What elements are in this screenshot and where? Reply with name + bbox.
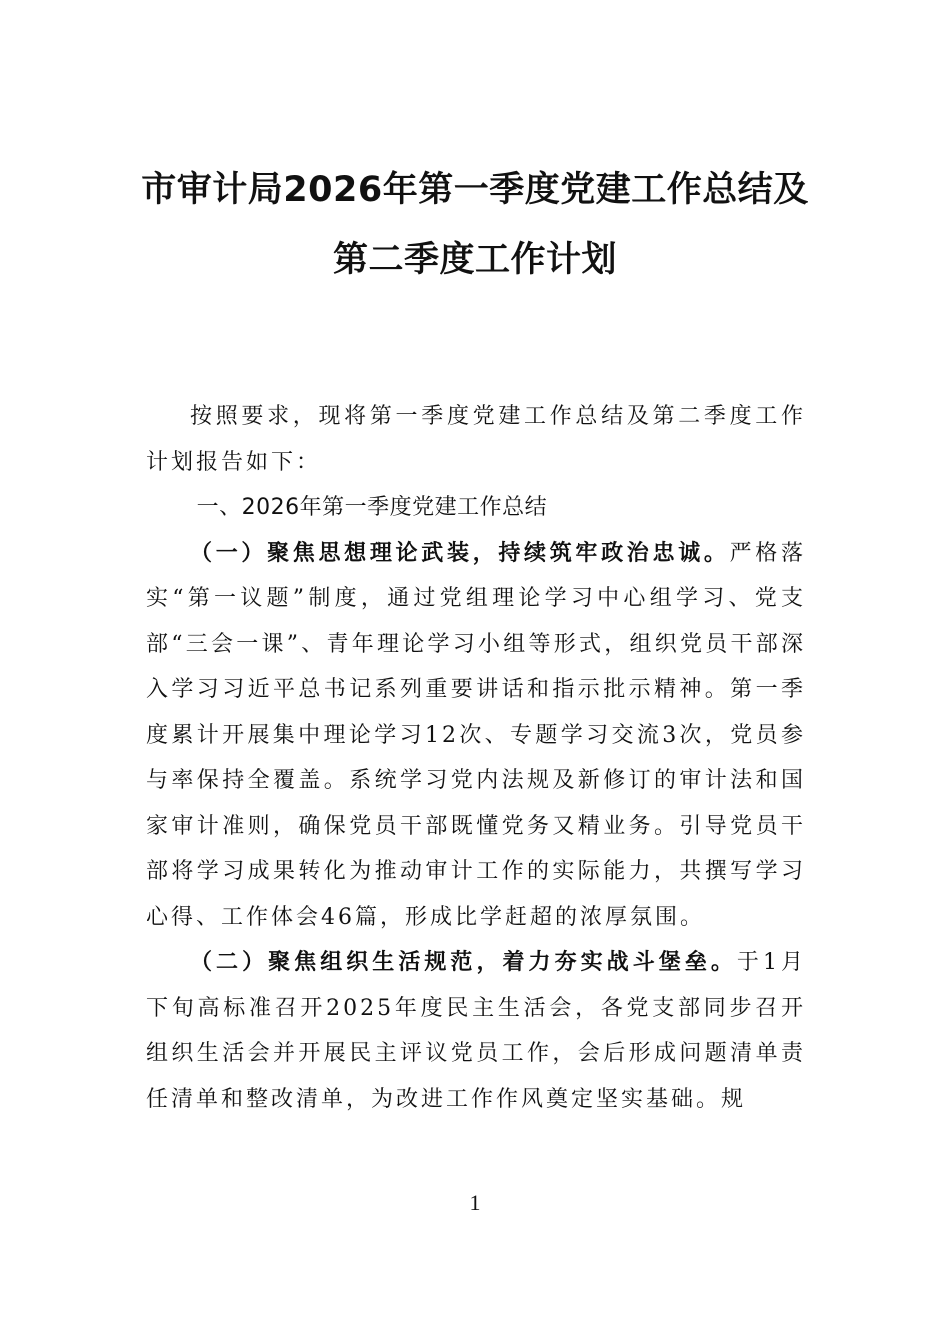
item-2-body: 于1月下旬高标准召开2025年度民主生活会，各党支部同步召开组织生活会并开展民主评议党员工作，会后形成问题清单责任清单和整改清单，为改进工作作风奠定坚实基础。规 — [146, 950, 806, 1112]
intro-paragraph: 按照要求，现将第一季度党建工作总结及第二季度工作计划报告如下： — [146, 404, 806, 475]
item-2-paragraph — [146, 940, 806, 1122]
item-1-heading: （一）聚焦思想理论武装，持续筑牢政治忠诚。 — [190, 539, 730, 566]
item-2-heading: （二）聚焦组织生活规范，着力夯实战斗堡垒。 — [190, 949, 737, 975]
document-title-line-1: 市审计局2026年第一季度党建工作总结及 — [141, 170, 809, 210]
item-1-paragraph — [146, 531, 806, 941]
page-number: 1 — [469, 1190, 481, 1215]
document-title-line-2: 第二季度工作计划 — [332, 240, 617, 280]
document-body — [146, 394, 806, 1122]
item-1-body: 严格落实“第一议题”制度，通过党组理论学习中心组学习、党支部“三会一课”、青年理论学习小组等形式，组织党员干部深入学习习近平总书记系列重要讲话和指示批示精神。第一季度累计开展集中理论学习12次、专题学习交流3次，党员参与率保持全覆盖。系统学习党内法规及新修订的审计法和国家审计准则，确保党员干部既懂党务又精业务。引导党员干部将学习成果转化为推动审计工作的实际能力，共撰写学习心得、工作体会46篇，形成比学赶超的浓厚氛围。 — [146, 540, 806, 930]
section-heading-1: 一、2026年第一季度党建工作总结 — [196, 495, 548, 520]
